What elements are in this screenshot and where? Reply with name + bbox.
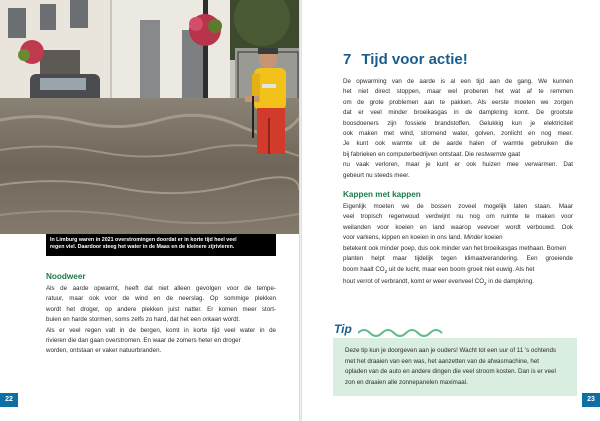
page-number-right: 23 [582,393,600,407]
tip-box [333,338,577,396]
tip-line: zon en draaien alle zonnepanelen maximaal. [345,378,468,386]
text-run: in de dampkring. [486,278,534,286]
paragraph-line: ook maken met wind, stromend water, golven, zonlicht en nog meer. [343,130,573,138]
tip-line: Deze tip kun je doorgeven aan je ouders! Wacht tot een uur of 11 's ochtends [345,347,556,354]
paragraph-line: Eigenlijk moeten we de bossen zoveel mogelijk laten staan. Maar [343,203,573,211]
paragraph-line [343,233,573,243]
paragraph-line: nu vaak verloren, maar je kunt er ook huizen mee verwarmen. Dat [343,161,573,169]
tip-line: met het draaien van een was, het aanzetten van de afwasmachine, het [345,357,539,365]
chapter-number: 7 [343,51,352,68]
text-run: boom haalt CO [343,265,385,273]
text-run: hout verrot of verbrandt, komt er weer evenveel CO [343,278,485,286]
paragraph-intro [343,77,573,181]
tip-title: Tip [334,322,352,336]
paragraph-line [343,265,573,278]
caption-line: regen viel. Daardoor steeg het water in de Maas en de kleinere zijrivieren. [50,244,235,250]
paragraph-line: Je kunt ook warmte uit de aarde halen of warmte gebruiken die [343,140,573,148]
paragraph-line: boosdoeners zijn fossiele brandstoffen. Gelukkig kun je elektriciteit [343,119,573,127]
flood-photo [0,0,299,234]
paragraph-line: rivieren die dan gaan overstromen. En waar de zomers heter en droger [46,337,241,345]
italic-word: restwarmte [475,150,507,158]
paragraph-line: gebeurt nu steeds meer. [343,171,410,179]
text-run: buien en harde stormen, soms zelfs zo hard, dat het een [46,316,203,324]
paragraph-line: dat er veel minder broeikasgas in de dampkring komt. De grootste [343,109,573,117]
paragraph-line [46,315,276,325]
paragraph-line: om de grote problemen aan te pakken. Als eerste moeten we zorgen [343,98,573,106]
subscript: 2 [484,281,487,287]
paragraph-line [343,277,573,290]
paragraph-line: Als er veel regen valt in de bergen, komt in korte tijd veel water in de [46,326,276,334]
paragraph-line: Als de aarde opwarmt, heeft dat niet alleen gevolgen voor de tempe- [46,285,276,292]
paragraph-line: weilanden voor koeien en land waarop veevoer wordt verbouwd. Ook [343,223,573,231]
paragraph-line: worden, ontstaan er vaker natuurbranden. [46,347,162,355]
paragraph-line: De opwarming van de aarde is al een tijd aan de gang. We kunnen [343,78,573,85]
flood-photo-illustration [0,0,299,234]
paragraph-kappen [343,202,573,290]
italic-word: orkaan [202,316,222,324]
chapter-title-text: Tijd voor actie! [361,51,468,68]
paragraph-line: het niet direct stoppen, maar wel proberen het wat af te remmen [343,88,573,96]
paragraph-line: veel tropisch regenwoud verdwijnt nu nog om ruimte te maken voor [343,213,573,221]
caption-line: In Limburg waren in 2021 overstromingen doordat er in korte tijd heel veel [50,237,237,243]
page-number-left: 22 [0,393,18,407]
section-heading-kappen: Kappen met kappen [343,190,421,200]
tip-wave-icon [358,327,448,339]
section-heading-noodweer: Noodweer [46,272,86,281]
chapter-title [343,51,468,68]
right-column [343,77,573,290]
text-run: koeien [482,234,503,242]
italic-word: Minder [463,234,483,242]
paragraph-line: betekent ook minder poep, dus ook minder van het broeikasgas methaan. Bomen [343,244,567,252]
subscript: 2 [384,268,388,274]
paragraph-line: ratuur, maar ook voor de wind en de neerslag. Op sommige plekken [46,295,276,303]
text-run: bij fabrieken en computerbedrijven ontstaat. Die [343,150,476,158]
text-run: wordt. [221,316,240,324]
paragraph-line: wordt het droger, op andere plekken juist natter. Er komen meer stort- [46,305,276,313]
page-gutter [299,0,302,421]
paragraph-line: planten helpt maar tijdelijk tegen klimaatverandering. Een groeiende [343,255,573,263]
tip-line: opladen van de auto en andere dingen die veel stroom kosten. Dan is er veel [345,368,556,376]
paragraph-line [343,150,573,160]
left-column [46,272,276,357]
text-run: uit de lucht, maar een boom groeit niet euwig. Als het [387,265,535,273]
text-run: voor varkens, kippen en koeien in ons land. [343,234,464,242]
text-run: gaat [506,150,521,158]
photo-caption [46,234,276,256]
paragraph-noodweer [46,284,276,357]
